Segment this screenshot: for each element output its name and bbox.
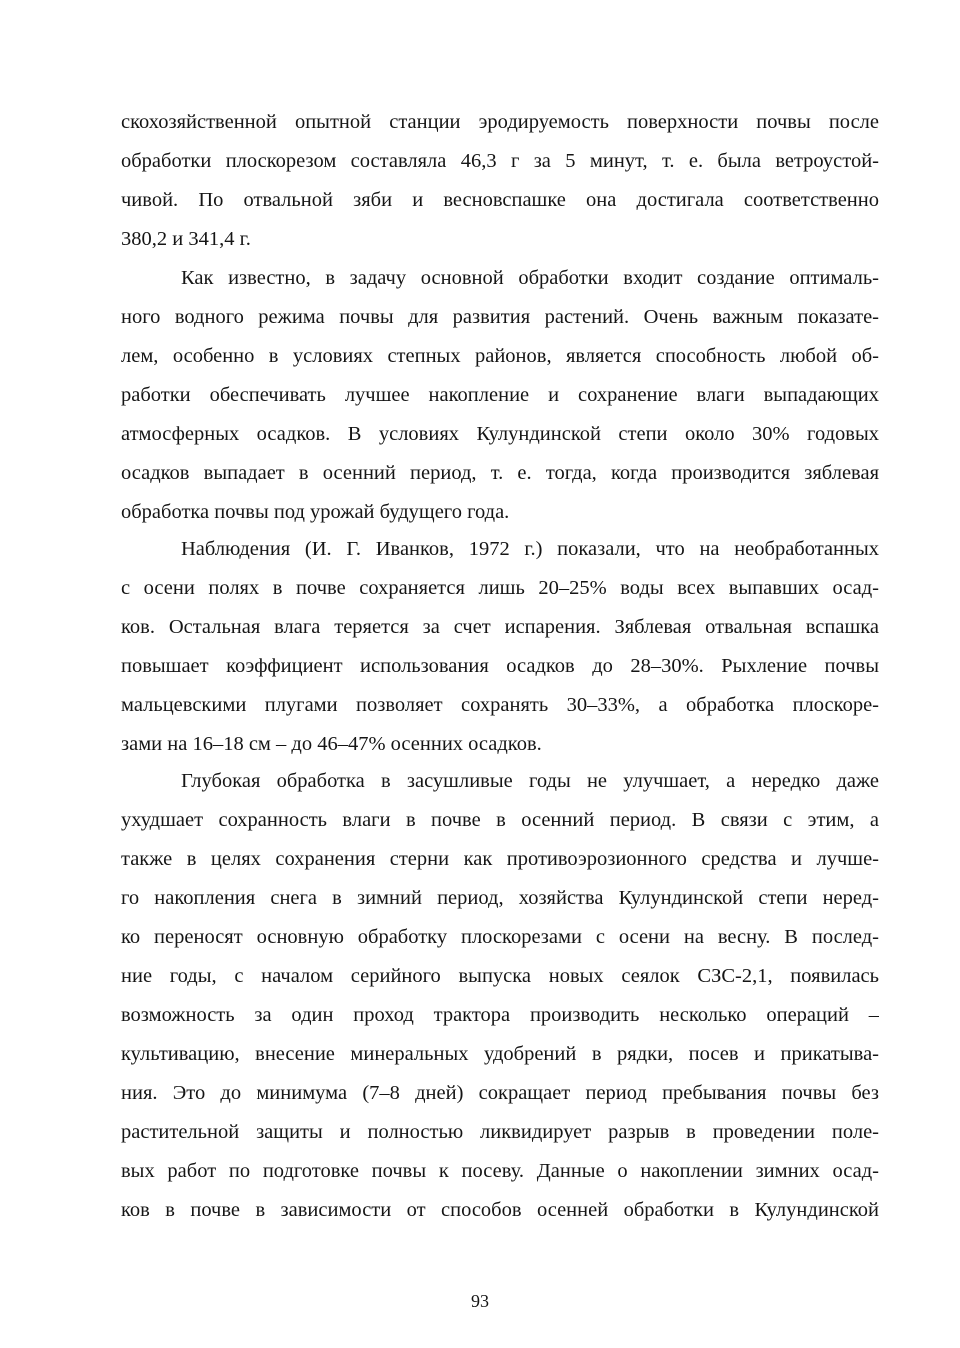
text-line: лем, особенно в условиях степных районов, является способность любой об- [121, 345, 879, 367]
text-line: обработки плоскорезом составляла 46,3 г за 5 минут, т. е. была ветроустой- [121, 150, 879, 172]
text-line: 380,2 и 341,4 г. [121, 228, 251, 250]
page-number: 93 [471, 1291, 489, 1311]
text-line: Как известно, в задачу основной обработки входит создание оптималь- [181, 267, 879, 289]
text-line: культивацию, внесение минеральных удобрений в рядки, посев и прикатыва- [121, 1043, 879, 1065]
text-line: Глубокая обработка в засушливые годы не улучшает, а нередко даже [181, 770, 879, 792]
text-line: ния. Это до минимума (7–8 дней) сокращает период пребывания почвы без [121, 1082, 879, 1104]
text-line: скохозяйственной опытной станции эродируемость поверхности почвы после [121, 111, 879, 133]
text-line: ного водного режима почвы для развития растений. Очень важным показате- [121, 306, 879, 328]
text-line: атмосферных осадков. В условиях Кулундинской степи около 30% годовых [121, 423, 879, 445]
text-line: обработка почвы под урожай будущего года. [121, 501, 510, 523]
text-line: вых работ по подготовке почвы к посеву. Данные о накоплении зимних осад- [121, 1160, 879, 1182]
text-line: повышает коэффициент использования осадков до 28–30%. Рыхление почвы [121, 655, 879, 677]
text-line: также в целях сохранения стерни как противоэрозионного средства и лучше- [121, 848, 879, 870]
text-line: осадков выпадает в осенний период, т. е. тогда, когда производится зяблевая [121, 462, 879, 484]
text-line: ков. Остальная влага теряется за счет испарения. Зяблевая отвальная вспашка [121, 616, 879, 638]
text-line: растительной защиты и полностью ликвидирует разрыв в проведении поле- [121, 1121, 879, 1143]
text-line: ков в почве в зависимости от способов осенней обработки в Кулундинской [121, 1199, 879, 1221]
text-line: чивой. По отвальной зяби и весновспашке она достигала соответственно [121, 189, 879, 211]
text-line: ухудшает сохранность влаги в почве в осенний период. В связи с этим, а [121, 809, 879, 831]
text-line: зами на 16–18 см – до 46–47% осенних осадков. [121, 733, 542, 755]
text-line: работки обеспечивать лучшее накопление и сохранение влаги выпадающих [121, 384, 879, 406]
text-line: ние годы, с началом серийного выпуска новых сеялок СЗС-2,1, появилась [121, 965, 879, 987]
text-line: го накопления снега в зимний период, хозяйства Кулундинской степи неред- [121, 887, 879, 909]
text-line: ко переносят основную обработку плоскорезами с осени на весну. В послед- [121, 926, 879, 948]
text-line: возможность за один проход трактора производить несколько операций – [121, 1004, 879, 1026]
text-line: с осени полях в почве сохраняется лишь 20–25% воды всех выпавших осад- [121, 577, 879, 599]
text-line: мальцевскими плугами позволяет сохранять 30–33%, а обработка плоскоре- [121, 694, 879, 716]
text-line: Наблюдения (И. Г. Иванков, 1972 г.) показали, что на необработанных [181, 538, 879, 560]
